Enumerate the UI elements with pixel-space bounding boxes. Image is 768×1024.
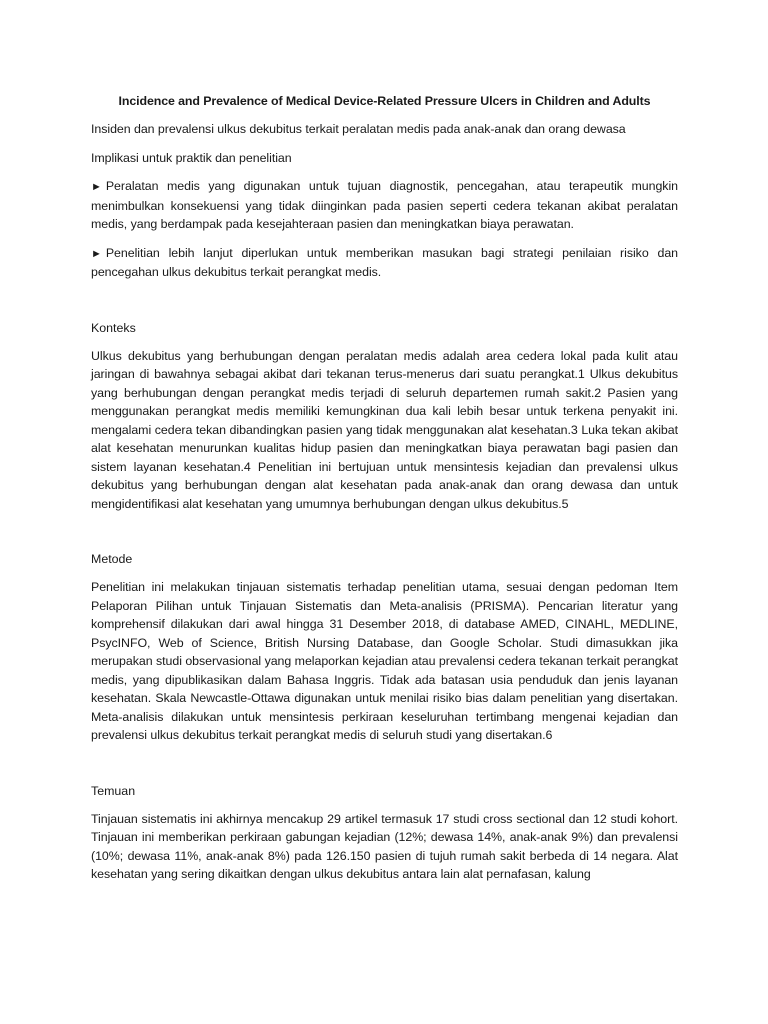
section-heading-metode: Metode [91,552,133,566]
document-title: Incidence and Prevalence of Medical Device-Related Pressure Ulcers in Children and Adults [118,94,651,108]
section-heading-konteks: Konteks [91,320,136,335]
implications-heading: Implikasi untuk praktik dan penelitian [91,150,292,165]
bullet-item [91,177,678,234]
bullet-item [91,244,678,282]
section-body-metode: Penelitian ini melakukan tinjauan sistematis terhadap penelitian utama, sesuai dengan pedoman Item Pelaporan Pilihan untuk Tinjauan Sistematis dan Meta-analisis (PRISMA). Pencarian literatur yang komprehensif dilakukan dari awal hingga 31 Desember 2018, di database AMED, CINAHL, MEDLINE, PsycINFO, Web of Science, British Nursing Database, dan Google Scholar. Studi dimasukkan jika merupakan studi observasional yang melaporkan kejadian atau prevalensi cedera tekanan terkait perangkat medis, yang dipublikasikan dalam Bahasa Inggris. Tidak ada batasan usia penduduk dan jenis layanan kesehatan. Skala Newcastle-Ottawa digunakan untuk menilai risiko bias dalam penelitian yang disertakan. Meta-analisis dilakukan untuk mensintesis perkiraan keseluruhan tertimbang mengenai kejadian dan prevalensi ulkus dekubitus terkait perangkat medis di seluruh studi yang disertakan.6 [91,580,678,742]
bullet-arrow-icon: ► [91,181,102,193]
section-spacer [91,755,678,782]
document-content [91,92,678,894]
bullet-text: Peralatan medis yang digunakan untuk tujuan diagnostik, pencegahan, atau terapeutik mungkin menimbulkan konsekuensi yang tidak diinginkan pada pasien seperti cedera tekanan akibat peralatan medis, yang berdampak pada kesejahteraan pasien dan meningkatkan biaya perawatan. [91,179,678,231]
bullet-text: Penelitian lebih lanjut diperlukan untuk memberikan masukan bagi strategi penilaian risiko dan pencegahan ulkus dekubitus terkait perangkat medis. [91,245,678,279]
section-spacer [91,292,678,319]
section-body-konteks: Ulkus dekubitus yang berhubungan dengan peralatan medis adalah area cedera lokal pada kulit atau jaringan di bawahnya sebagai akibat dari tekanan terus-menerus dari suatu perangkat.1 Ulkus dekubitus yang berhubungan dengan perangkat medis terjadi di seluruh departemen rumah sakit.2 Pasien yang menggunakan perangkat medis memiliki kemungkinan dua kali lebih besar untuk terkena penyakit ini. mengalami cedera tekan dibandingkan pasien yang tidak menggunakan alat kesehatan.3 Luka tekan akibat alat kesehatan menurunkan kualitas hidup pasien dan meningkatkan biaya perawatan bagi pasien dan sistem layanan kesehatan.4 Penelitian ini bertujuan untuk mensintesis kejadian dan prevalensi ulkus dekubitus yang berhubungan dengan alat kesehatan pada anak-anak dan orang dewasa dan untuk mengidentifikasi alat kesehatan yang umumnya berhubungan dengan ulkus dekubitus.5 [91,348,678,511]
section-spacer [91,523,678,550]
section-heading-temuan: Temuan [91,783,136,798]
bullet-arrow-icon: ► [91,247,102,260]
section-body-temuan: Tinjauan sistematis ini akhirnya mencakup 29 artikel termasuk 17 studi cross sectional dan 12 studi kohort. Tinjauan ini memberikan perkiraan gabungan kejadian (12%; dewasa 14%, anak-anak 9%) dan prevalensi (10%; dewasa 11%, anak-anak 8%) pada 126.150 pasien di tujuh rumah sakit berbeda di 14 negara. Alat kesehatan yang sering dikaitkan dengan ulkus dekubitus antara lain alat pernafasan, kalung [91,811,678,881]
document-subtitle: Insiden dan prevalensi ulkus dekubitus terkait peralatan medis pada anak-anak dan orang dewasa [91,122,626,136]
